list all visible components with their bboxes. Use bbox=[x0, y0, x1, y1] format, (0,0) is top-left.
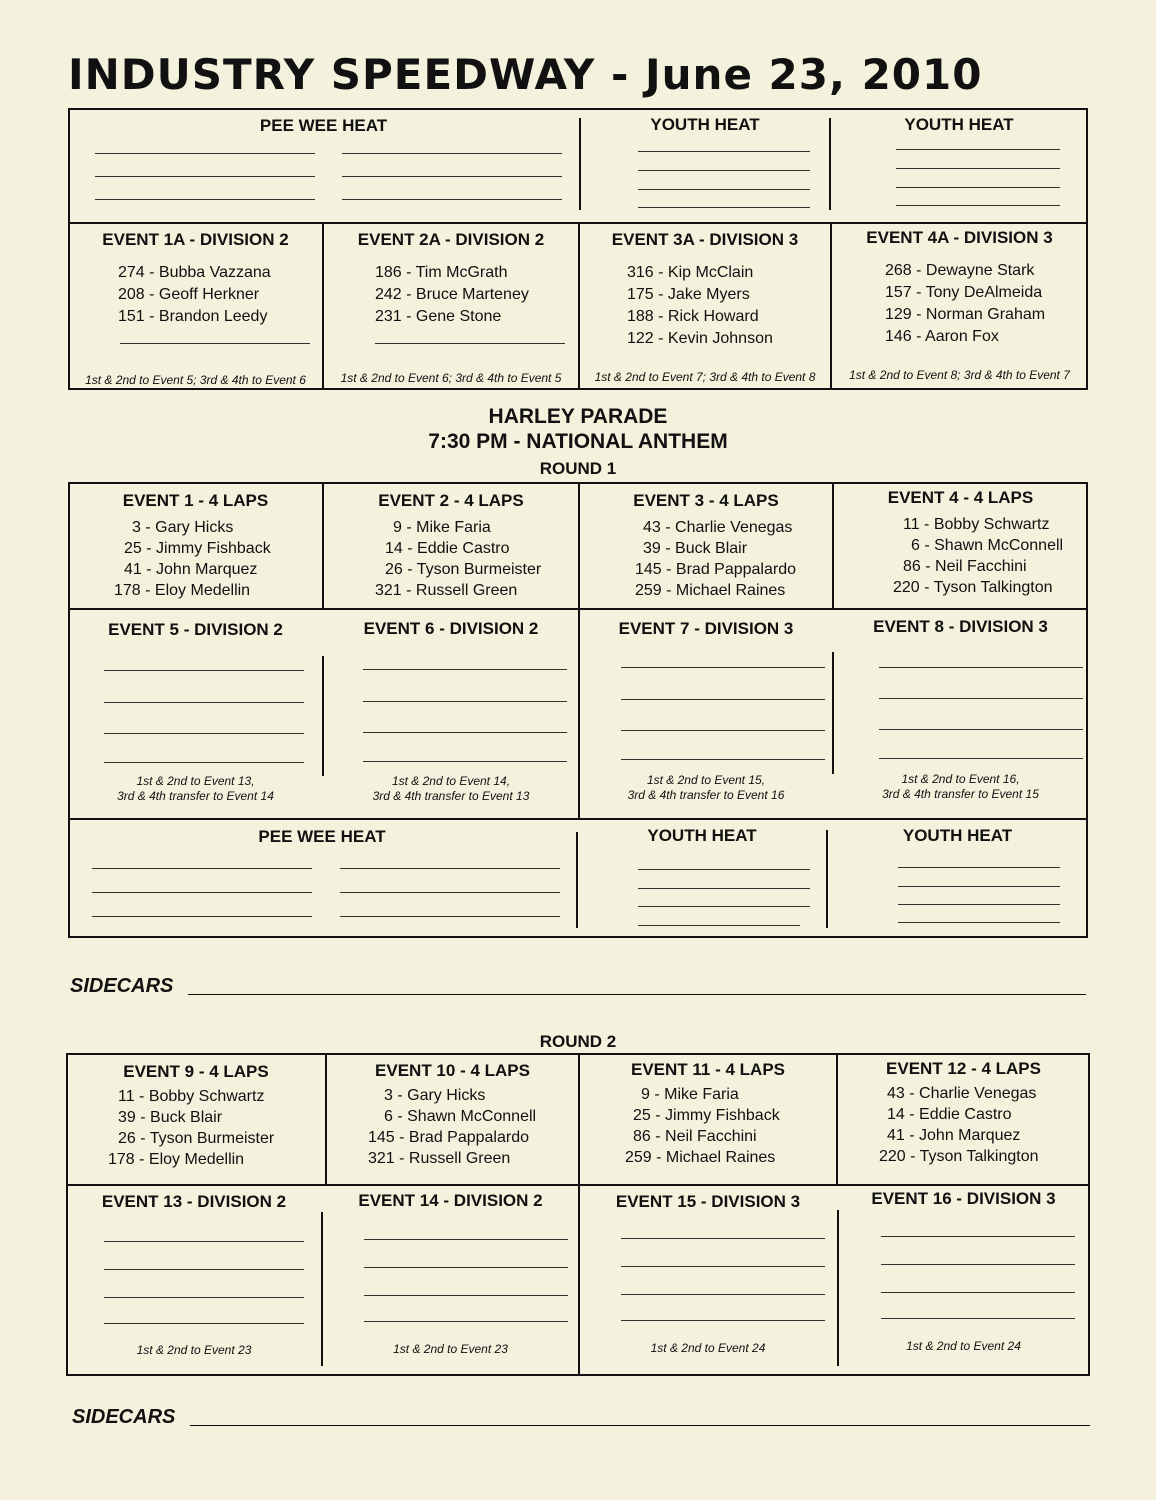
rider: 186 - Tim McGrath bbox=[375, 264, 508, 281]
rider: 122 - Kevin Johnson bbox=[627, 330, 773, 347]
transfer-note: 1st & 2nd to Event 23 bbox=[393, 1342, 508, 1356]
transfer-note: 3rd & 4th transfer to Event 13 bbox=[372, 789, 530, 803]
event-16 bbox=[837, 1189, 1090, 1364]
rider: 129 - Norman Graham bbox=[885, 306, 1046, 323]
transfer-note: 1st & 2nd to Event 23 bbox=[136, 1343, 252, 1357]
rider: 151 - Brandon Leedy bbox=[118, 308, 268, 325]
event-9 bbox=[66, 1062, 326, 1170]
youth-heat-label: YOUTH HEAT bbox=[902, 826, 1013, 845]
event-11 bbox=[579, 1060, 837, 1168]
event-1a bbox=[68, 230, 323, 388]
rider: 321 - Russell Green bbox=[375, 582, 518, 599]
rider: 26 - Tyson Burmeister bbox=[118, 1130, 275, 1147]
youth-heat-label: YOUTH HEAT bbox=[904, 115, 1014, 134]
pee-wee-heat-label: PEE WEE HEAT bbox=[259, 116, 388, 135]
rider: 231 - Gene Stone bbox=[375, 308, 502, 325]
event-6 bbox=[323, 619, 579, 809]
sidecars-label: SIDECARS bbox=[72, 1406, 176, 1428]
rider: 9 - Mike Faria bbox=[393, 519, 491, 536]
event-8 bbox=[833, 617, 1088, 807]
event-title: EVENT 3A - DIVISION 3 bbox=[611, 230, 799, 249]
rider: 14 - Eddie Castro bbox=[887, 1106, 1012, 1123]
rider: 39 - Buck Blair bbox=[118, 1109, 223, 1126]
event-title: EVENT 6 - DIVISION 2 bbox=[363, 619, 539, 638]
round-1-heading: ROUND 1 bbox=[539, 459, 617, 478]
event-12 bbox=[837, 1059, 1090, 1167]
transfer-note: 1st & 2nd to Event 15, bbox=[646, 773, 766, 787]
rider: 259 - Michael Raines bbox=[635, 582, 786, 599]
rider: 259 - Michael Raines bbox=[625, 1149, 776, 1166]
rider: 14 - Eddie Castro bbox=[385, 540, 510, 557]
rider: 208 - Geoff Herkner bbox=[118, 286, 260, 303]
round-2-heading: ROUND 2 bbox=[539, 1032, 617, 1051]
rider: 26 - Tyson Burmeister bbox=[385, 561, 542, 578]
event-7 bbox=[579, 619, 833, 809]
event-title: EVENT 15 - DIVISION 3 bbox=[615, 1192, 801, 1211]
transfer-note: 3rd & 4th transfer to Event 14 bbox=[117, 789, 274, 803]
harley-parade-heading: HARLEY PARADE bbox=[488, 405, 668, 428]
page-title: INDUSTRY SPEEDWAY - June 23, 2010 bbox=[68, 50, 983, 99]
event-title: EVENT 7 - DIVISION 3 bbox=[618, 619, 794, 638]
transfer-note: 1st & 2nd to Event 24 bbox=[650, 1341, 766, 1355]
event-13 bbox=[66, 1192, 322, 1367]
event-title: EVENT 1A - DIVISION 2 bbox=[102, 230, 289, 249]
rider: 11 - Bobby Schwartz bbox=[118, 1088, 265, 1105]
rider: 145 - Brad Pappalardo bbox=[635, 561, 796, 578]
rider: 220 - Tyson Talkington bbox=[879, 1148, 1039, 1165]
youth-heat-label: YOUTH HEAT bbox=[647, 826, 757, 845]
event-title: EVENT 2A - DIVISION 2 bbox=[357, 230, 545, 249]
rider: 146 - Aaron Fox bbox=[885, 328, 999, 345]
rider: 3 - Gary Hicks bbox=[132, 519, 234, 536]
event-title: EVENT 12 - 4 LAPS bbox=[886, 1059, 1041, 1078]
rider: 86 - Neil Facchini bbox=[903, 558, 1027, 575]
transfer-note: 1st & 2nd to Event 24 bbox=[906, 1339, 1021, 1353]
event-title: EVENT 4A - DIVISION 3 bbox=[866, 228, 1053, 247]
event-5 bbox=[68, 620, 323, 810]
rider: 41 - John Marquez bbox=[124, 561, 258, 578]
rider: 220 - Tyson Talkington bbox=[893, 579, 1053, 596]
event-title: EVENT 9 - 4 LAPS bbox=[123, 1062, 269, 1081]
rider: 274 - Bubba Vazzana bbox=[118, 264, 271, 281]
transfer-note: 1st & 2nd to Event 16, bbox=[901, 772, 1020, 786]
event-14 bbox=[322, 1191, 579, 1366]
sidecars-label: SIDECARS bbox=[70, 975, 174, 997]
event-3a bbox=[579, 230, 831, 388]
transfer-note: 1st & 2nd to Event 13, bbox=[136, 774, 255, 788]
event-title: EVENT 11 - 4 LAPS bbox=[631, 1060, 785, 1079]
event-title: EVENT 8 - DIVISION 3 bbox=[873, 617, 1048, 636]
rider: 188 - Rick Howard bbox=[627, 308, 759, 325]
rider: 41 - John Marquez bbox=[887, 1127, 1021, 1144]
event-4 bbox=[833, 488, 1088, 598]
event-title: EVENT 14 - DIVISION 2 bbox=[358, 1191, 543, 1210]
event-title: EVENT 2 - 4 LAPS bbox=[378, 491, 524, 510]
rider: 175 - Jake Myers bbox=[627, 286, 750, 303]
transfer-note: 1st & 2nd to Event 14, bbox=[391, 774, 511, 788]
event-2a bbox=[323, 230, 579, 388]
rider: 39 - Buck Blair bbox=[643, 540, 748, 557]
event-3 bbox=[579, 491, 833, 601]
event-title: EVENT 4 - 4 LAPS bbox=[887, 488, 1034, 507]
event-4a bbox=[831, 228, 1088, 386]
event-title: EVENT 1 - 4 LAPS bbox=[122, 491, 269, 510]
transfer-note: 1st & 2nd to Event 7; 3rd & 4th to Event 8 bbox=[594, 370, 816, 384]
event-title: EVENT 5 - DIVISION 2 bbox=[108, 620, 283, 639]
national-anthem-heading: 7:30 PM - NATIONAL ANTHEM bbox=[428, 430, 728, 453]
transfer-note: 1st & 2nd to Event 6; 3rd & 4th to Event 5 bbox=[340, 371, 562, 385]
event-1 bbox=[68, 491, 323, 601]
pee-wee-heat-label: PEE WEE HEAT bbox=[258, 827, 386, 846]
rider: 43 - Charlie Venegas bbox=[887, 1085, 1037, 1102]
event-10 bbox=[326, 1061, 579, 1169]
rider: 3 - Gary Hicks bbox=[384, 1087, 486, 1104]
transfer-note: 1st & 2nd to Event 8; 3rd & 4th to Event 7 bbox=[849, 368, 1070, 382]
youth-heat-label: YOUTH HEAT bbox=[650, 115, 760, 134]
rider: 6 - Shawn McConnell bbox=[384, 1108, 537, 1125]
event-2 bbox=[323, 491, 579, 601]
event-title: EVENT 3 - 4 LAPS bbox=[633, 491, 779, 510]
transfer-note: 3rd & 4th transfer to Event 16 bbox=[627, 788, 785, 802]
rider: 6 - Shawn McConnell bbox=[911, 537, 1064, 554]
rider: 86 - Neil Facchini bbox=[633, 1128, 757, 1145]
rider: 11 - Bobby Schwartz bbox=[903, 516, 1050, 533]
rider: 25 - Jimmy Fishback bbox=[633, 1107, 780, 1124]
rider: 145 - Brad Pappalardo bbox=[368, 1129, 529, 1146]
rider: 321 - Russell Green bbox=[368, 1150, 511, 1167]
rider: 268 - Dewayne Stark bbox=[885, 262, 1035, 279]
rider: 25 - Jimmy Fishback bbox=[124, 540, 271, 557]
event-title: EVENT 13 - DIVISION 2 bbox=[101, 1192, 287, 1211]
rider: 157 - Tony DeAlmeida bbox=[885, 284, 1043, 301]
rider: 43 - Charlie Venegas bbox=[643, 519, 793, 536]
rider: 178 - Eloy Medellin bbox=[114, 582, 251, 599]
rider: 178 - Eloy Medellin bbox=[108, 1151, 245, 1168]
event-title: EVENT 10 - 4 LAPS bbox=[375, 1061, 530, 1080]
event-title: EVENT 16 - DIVISION 3 bbox=[871, 1189, 1056, 1208]
rider: 9 - Mike Faria bbox=[641, 1086, 739, 1103]
rider: 316 - Kip McClain bbox=[627, 264, 754, 281]
rider: 242 - Bruce Marteney bbox=[375, 286, 529, 303]
transfer-note: 3rd & 4th transfer to Event 15 bbox=[882, 787, 1039, 801]
transfer-note: 1st & 2nd to Event 5; 3rd & 4th to Event 6 bbox=[85, 373, 306, 387]
event-15 bbox=[579, 1192, 837, 1367]
